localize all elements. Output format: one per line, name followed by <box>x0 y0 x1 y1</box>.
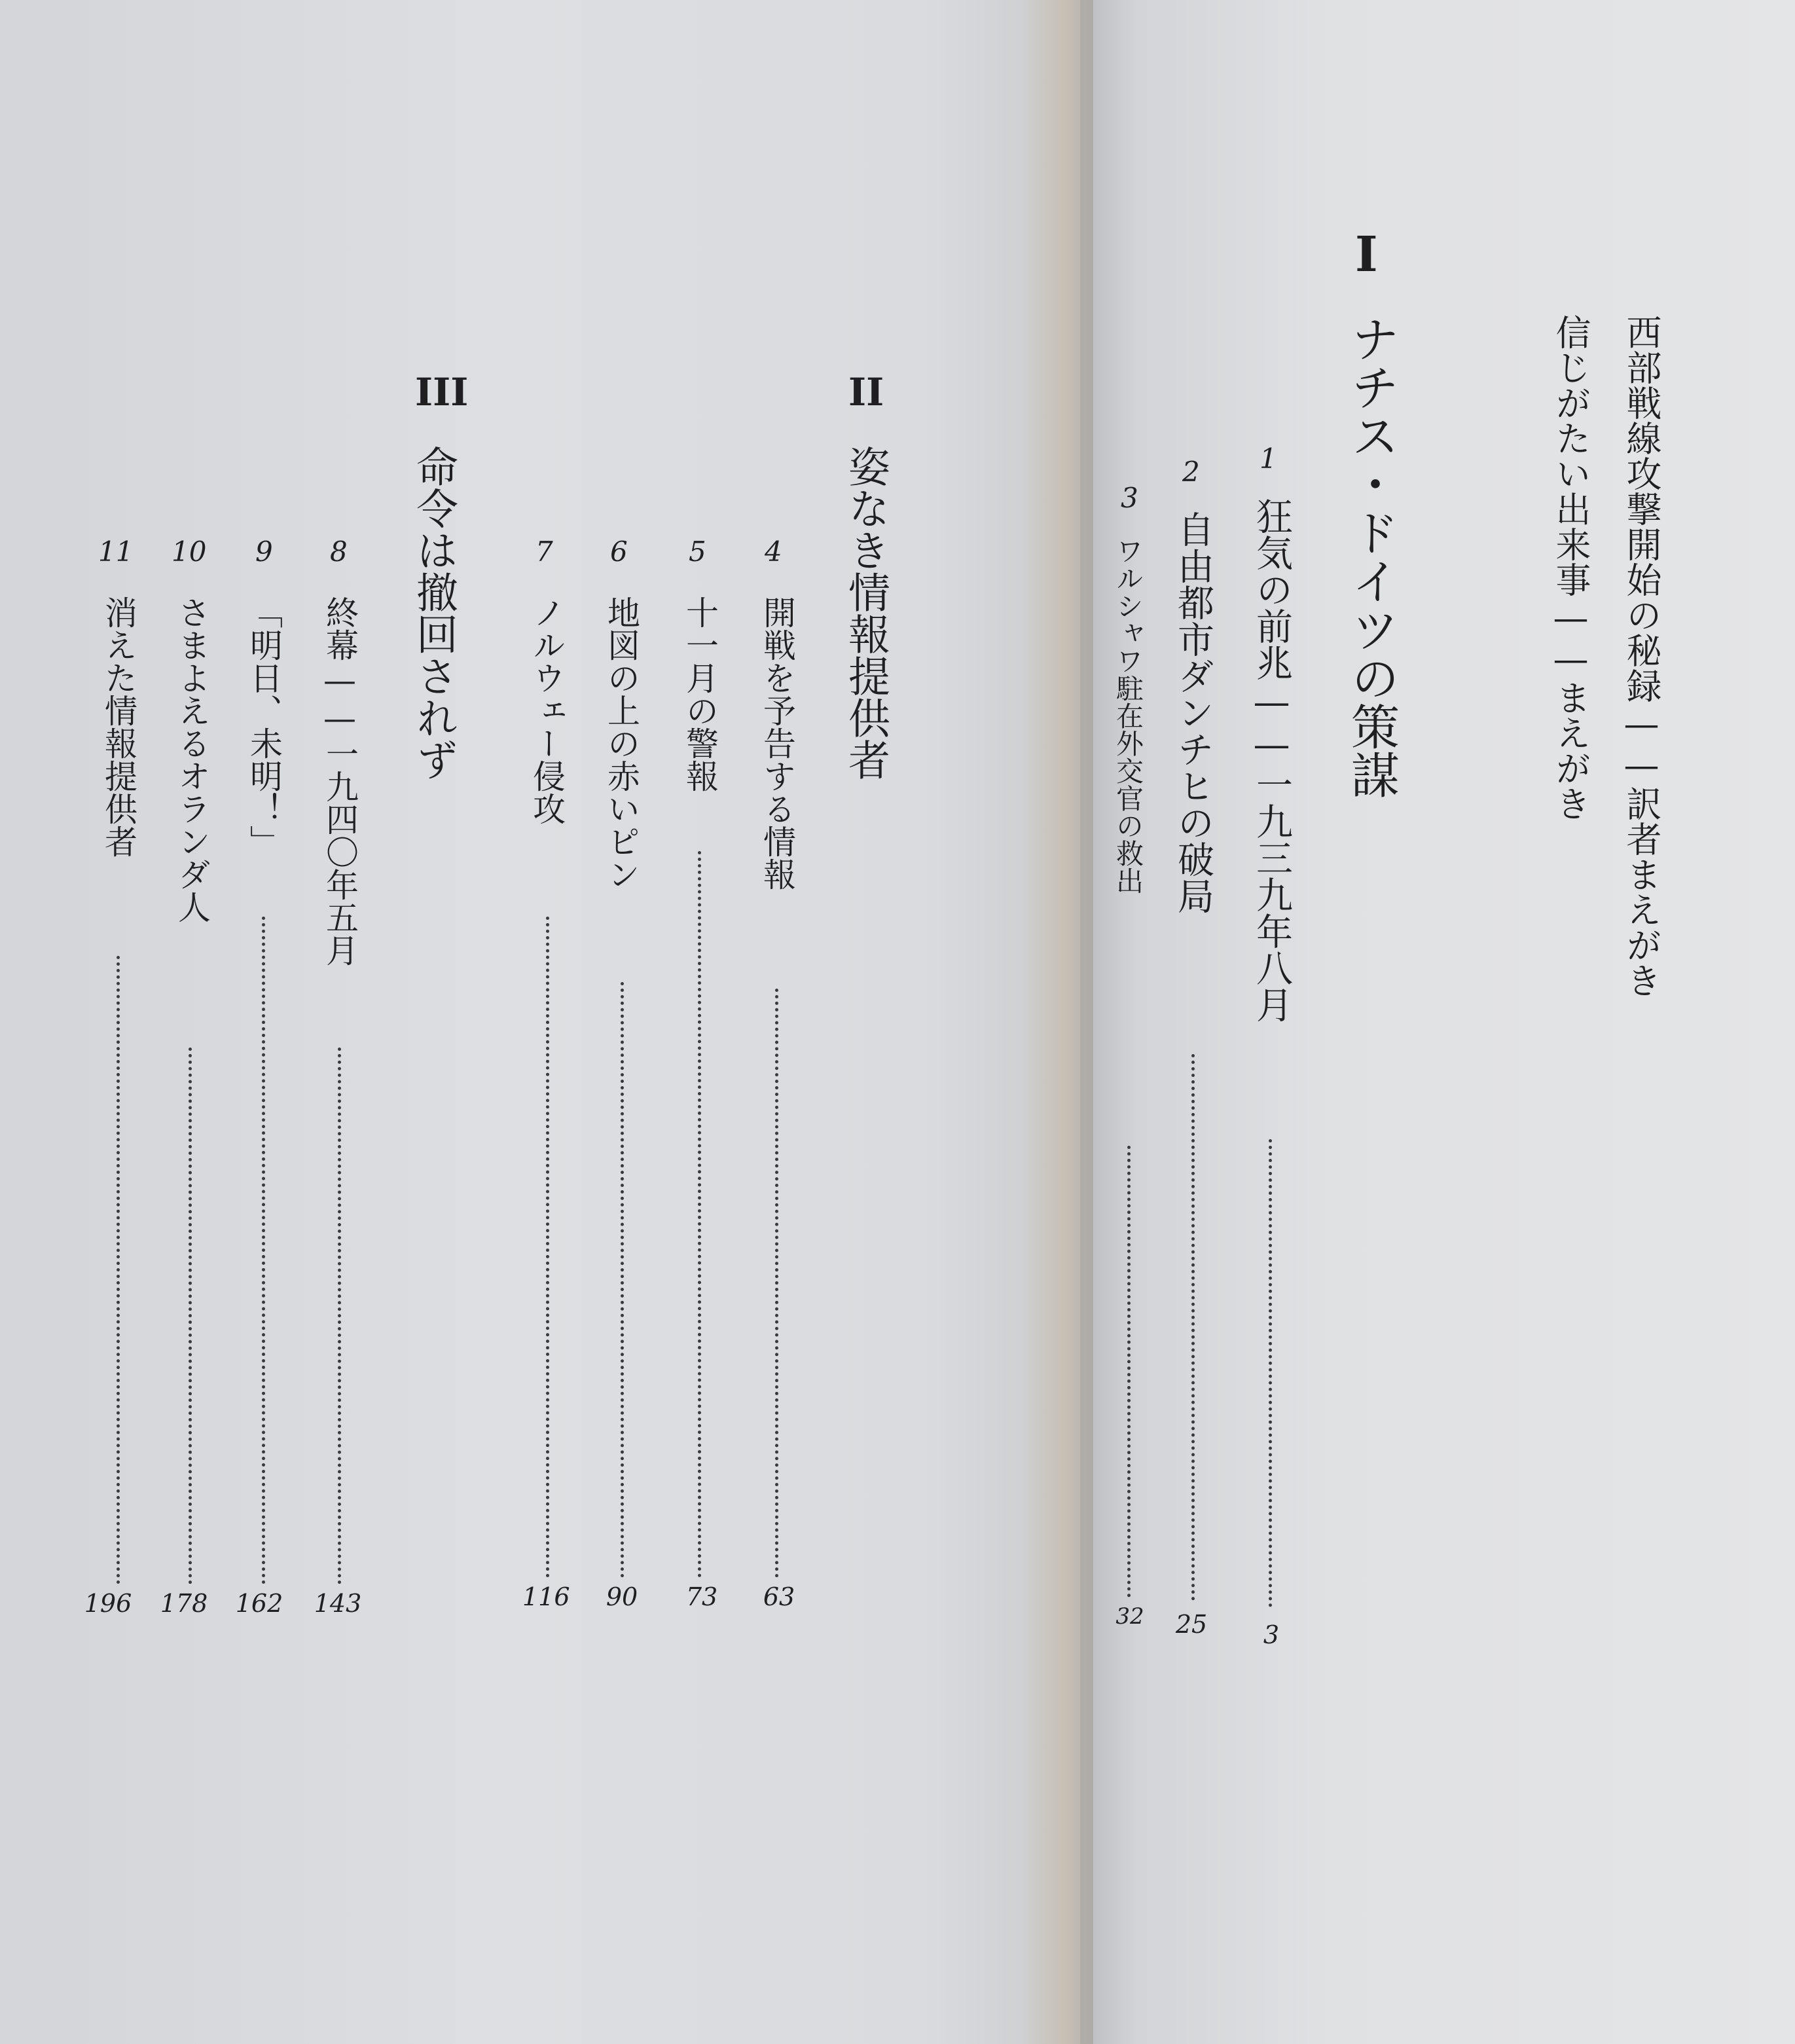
chapter-title[interactable]: 十一月の警報 <box>681 596 719 792</box>
dot-leader <box>1127 1146 1131 1597</box>
chapter-number: 3 <box>1121 482 1138 514</box>
chapter-number: 5 <box>689 536 706 568</box>
chapter-number: 9 <box>255 536 273 568</box>
part-numeral-2: II <box>848 370 884 414</box>
dot-leader <box>546 917 549 1578</box>
chapter-title[interactable]: 「明日、未明！」 <box>245 596 283 858</box>
chapter-page-number: 63 <box>763 1582 795 1611</box>
chapter-title[interactable]: 狂気の前兆——一九三九年八月 <box>1250 498 1293 1023</box>
chapter-title[interactable]: 消えた情報提供者 <box>100 596 137 858</box>
chapter-page-number: 178 <box>160 1589 208 1618</box>
part-title-2[interactable]: 姿なき情報提供者 <box>841 445 890 780</box>
chapter-page-number: 116 <box>522 1582 570 1611</box>
chapter-page-number: 162 <box>235 1589 283 1618</box>
chapter-number: 11 <box>98 536 134 568</box>
part-numeral-3: III <box>415 370 469 414</box>
chapter-page-number: 196 <box>84 1589 132 1618</box>
chapter-number: 1 <box>1260 443 1277 475</box>
chapter-number: 6 <box>610 536 628 568</box>
dot-leader <box>775 989 778 1578</box>
chapter-title[interactable]: 地図の上の赤いピン <box>602 596 640 890</box>
book-gutter <box>1021 0 1093 2044</box>
dot-leader <box>1191 1054 1195 1601</box>
dot-leader <box>1269 1139 1272 1607</box>
dot-leader <box>338 1048 341 1584</box>
part-title-3[interactable]: 命令は撤回されず <box>409 445 458 780</box>
chapter-title[interactable]: 自由都市ダンチヒの破局 <box>1172 511 1214 914</box>
chapter-title[interactable]: 終幕——一九四〇年五月 <box>321 596 359 966</box>
chapter-title[interactable]: 開戦を予告する情報 <box>758 596 796 890</box>
chapter-title[interactable]: ワルシャワ駐在外交官の救出 <box>1112 537 1144 894</box>
translator-preface-entry[interactable]: 西部戦線攻撃開始の秘録——訳者まえがき <box>1621 314 1662 998</box>
chapter-page-number: 73 <box>685 1582 718 1611</box>
chapter-page-number: 32 <box>1115 1603 1144 1630</box>
chapter-page-number: 143 <box>314 1589 362 1618</box>
part-title-1[interactable]: ナチス・ドイツの策謀 <box>1343 314 1400 799</box>
chapter-number: 2 <box>1182 456 1200 488</box>
dot-leader <box>698 851 701 1578</box>
preface-entry[interactable]: 信じがたい出来事——まえがき <box>1550 314 1591 821</box>
part-numeral-1: I <box>1355 227 1378 283</box>
chapter-number: 7 <box>535 536 553 568</box>
chapter-title[interactable]: さまよえるオランダ人 <box>173 596 211 923</box>
chapter-page-number: 3 <box>1263 1620 1280 1649</box>
dot-leader <box>621 982 624 1578</box>
chapter-title[interactable]: ノルウェー侵攻 <box>528 596 566 825</box>
chapter-number: 4 <box>765 536 782 568</box>
dot-leader <box>189 1048 192 1584</box>
chapter-number: 8 <box>330 536 348 568</box>
right-page <box>1080 0 1795 2044</box>
chapter-page-number: 90 <box>606 1582 638 1611</box>
chapter-page-number: 25 <box>1175 1610 1208 1639</box>
dot-leader <box>117 956 120 1584</box>
chapter-number: 10 <box>172 536 207 568</box>
dot-leader <box>262 917 265 1584</box>
